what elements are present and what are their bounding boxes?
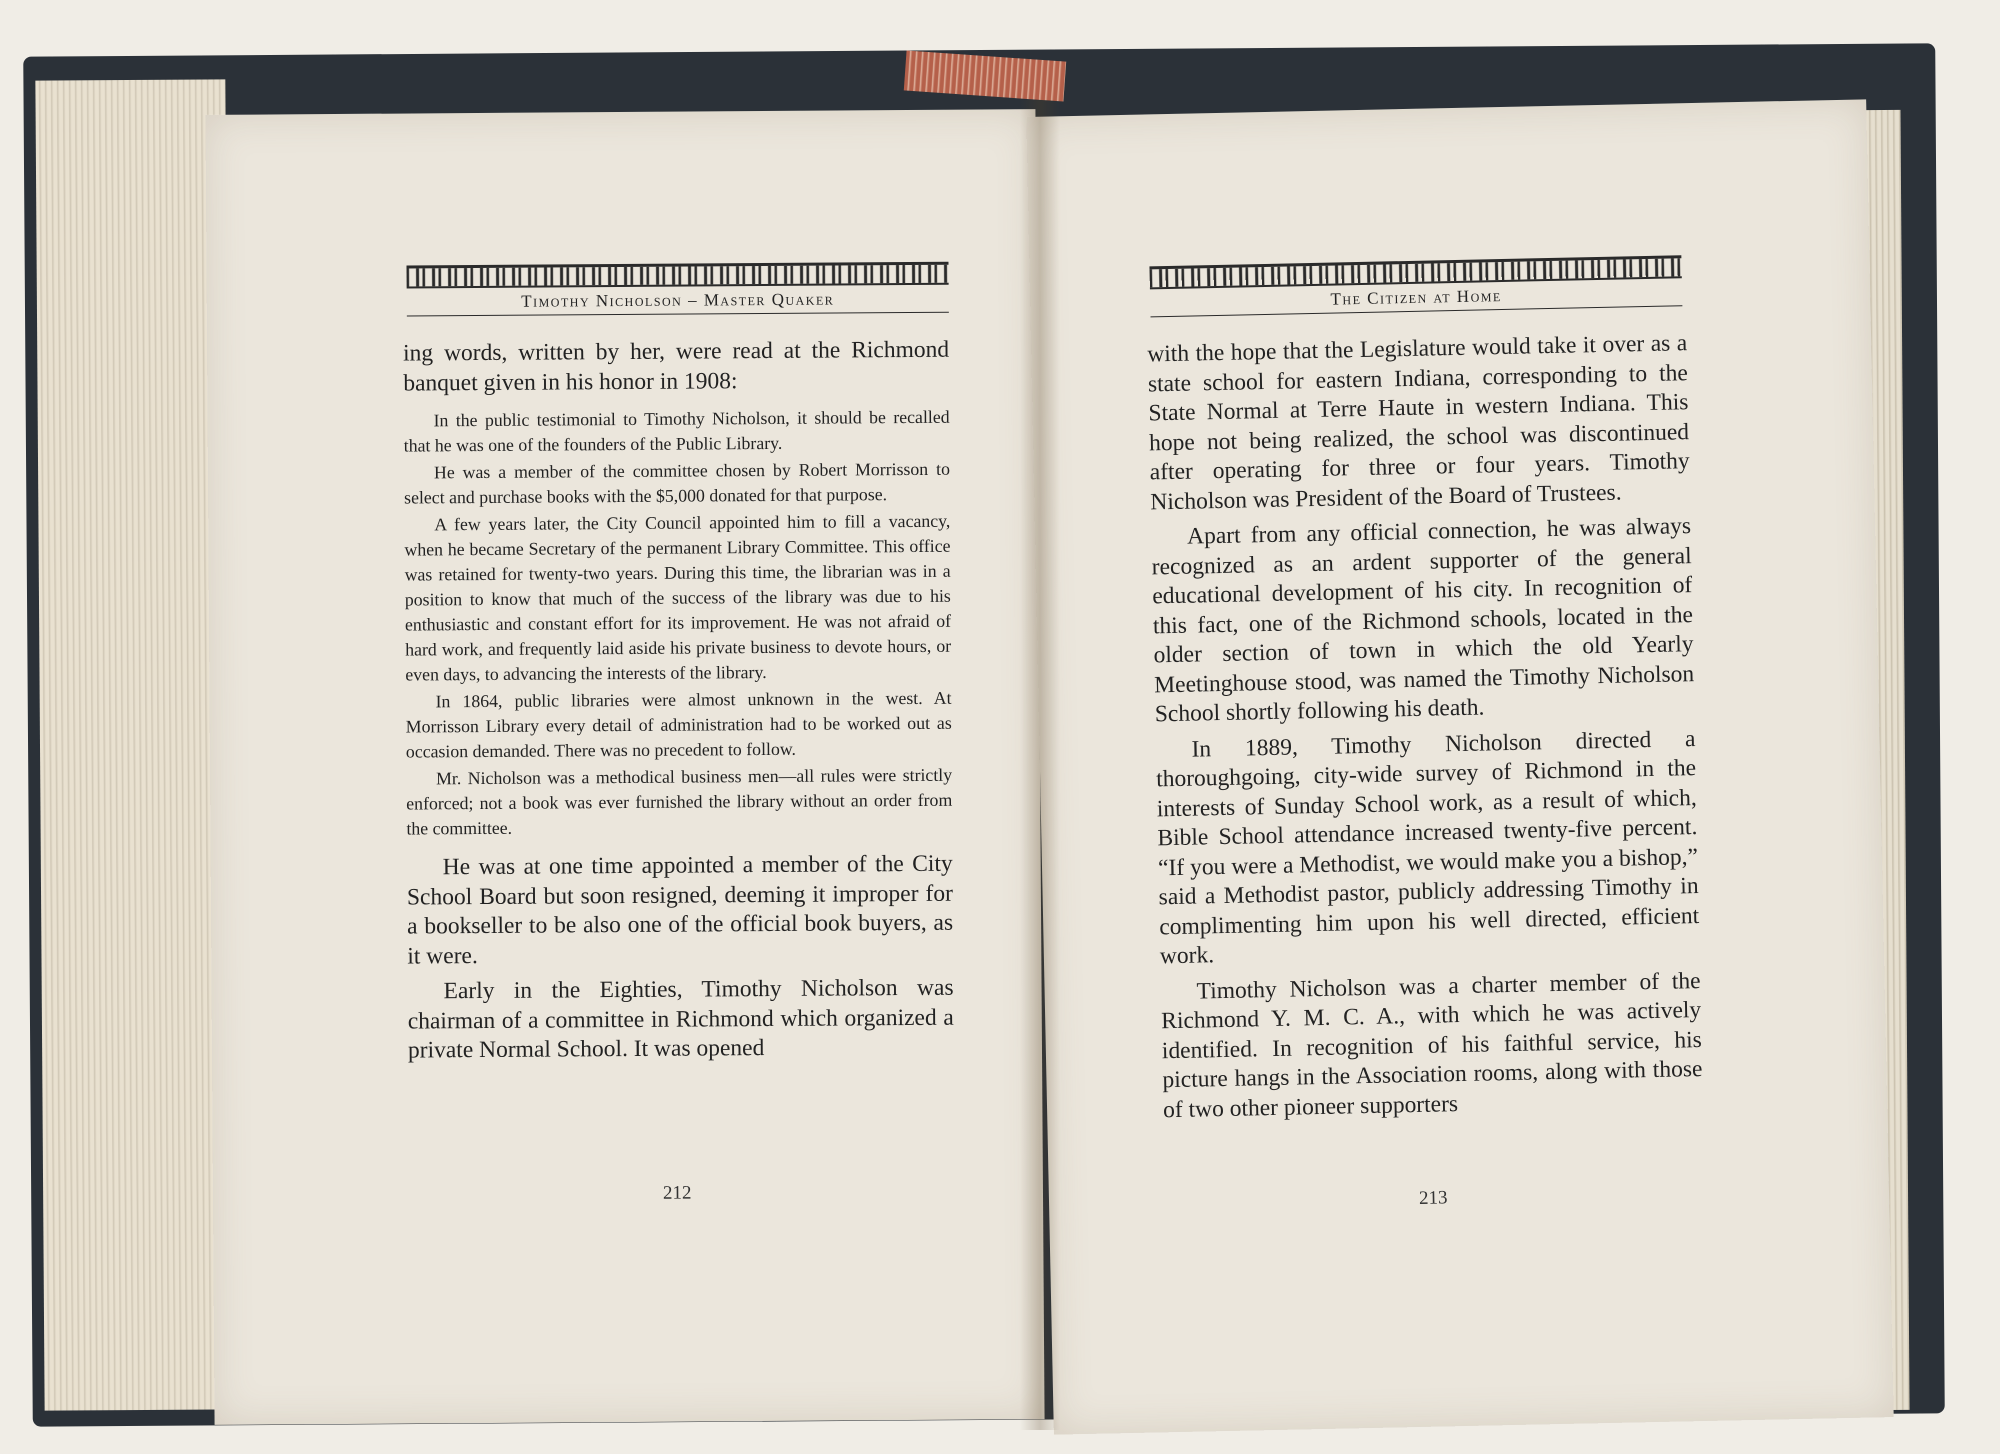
body-paragraph: Apart from any official connection, he was always recognized as an ardent supporter of the general educational development of his city. In recognition of this fact, one of the Richmond schools, located in the older section of town in which the old Yearly Meetinghouse stood, was named the Timothy Nicholson School shortly following his death.: [1151, 513, 1695, 728]
body-paragraph: Timothy Nicholson was a charter member of the Richmond Y. M. C. A., with which he was actively identified. In recognition of his faithful service, his picture hangs in the Association rooms, along with those of two other pioneer supporters: [1160, 967, 1703, 1123]
left-page-body: [403, 336, 954, 1066]
left-page-header: [406, 262, 948, 317]
body-paragraph: with the hope that the Legislature would take it over as a state school for eastern Indiana, corresponding to the State Normal at Terre Haute in western Indiana. This hope not being realized, the school was discontinued after operating for three or four years. Timothy Nicholson was President of the Board of Trustees.: [1147, 330, 1690, 515]
right-page-header: [1149, 255, 1682, 317]
quote-paragraph: He was a member of the committee chosen by Robert Morrisson to select and purchase books with the $5,000 donated for that purpose.: [404, 458, 950, 508]
quote-paragraph: Mr. Nicholson was a methodical business men—all rules were strictly enforced; not a book was ever furnished the library without an order from the committee.: [406, 764, 953, 839]
page-number: 212: [662, 1182, 692, 1204]
running-title: Timothy Nicholson – Master Quaker: [407, 285, 949, 317]
body-paragraph: Early in the Eighties, Timothy Nicholson was chairman of a committee in Richmond which organized a private Normal School. It was opened: [407, 974, 954, 1064]
intro-paragraph: ing words, written by her, were read at the Richmond banquet given in his honor in 1908:: [403, 336, 950, 397]
block-quote: [403, 405, 952, 842]
body-paragraph: He was at one time appointed a member of the City School Board but soon resigned, deeming it improper for a bookseller to be also one of the official book buyers, as it were.: [406, 850, 954, 970]
running-title: The Citizen at Home: [1150, 278, 1682, 317]
right-page-body: [1147, 329, 1703, 1125]
quote-paragraph: In 1864, public libraries were almost unknown in the west. At Morrisson Library every detail of administration had to be worked out as occasion demanded. There was no precedent to follow.: [405, 687, 952, 762]
page-edges-left: [35, 79, 234, 1410]
page-number: 213: [1418, 1187, 1448, 1209]
right-page: [1026, 99, 1893, 1434]
left-page: [205, 109, 1044, 1425]
quote-paragraph: In the public testimonial to Timothy Nicholson, it should be recalled that he was one of the founders of the Public Library.: [403, 406, 950, 456]
book-gutter: [1020, 100, 1060, 1430]
body-paragraph: In 1889, Timothy Nicholson directed a thoroughgoing, city-wide survey of Richmond in the interests of Sunday School work, as a result of which, Bible School attendance increased twenty-five percent. “If you were a Methodist, we would make you a bishop,” said a Methodist pastor, publicly addressing Timothy in complimenting him upon his well directed, efficient work.: [1155, 725, 1700, 970]
quote-paragraph: A few years later, the City Council appointed him to fill a vacancy, when he became Secretary of the permanent Library Committee. This office was retained for twenty-two years. During this time, the librarian was in a position to know that much of the success of the library was due to his enthusiastic and constant effort for its improvement. He was not afraid of hard work, and frequently laid aside his private business to devote hours, or even days, to advancing the interests of the library.: [404, 510, 952, 685]
